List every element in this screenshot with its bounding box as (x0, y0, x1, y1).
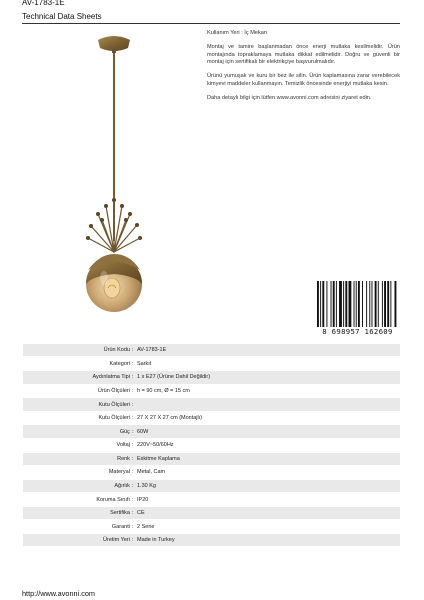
spec-value: CE (137, 510, 145, 517)
spec-label: Güç : (119, 428, 133, 435)
usage-location: Kullanım Yeri : İç Mekan (207, 30, 268, 36)
spec-row (23, 453, 400, 465)
document-title: Technical Data Sheets (22, 12, 102, 21)
spec-row (23, 385, 400, 397)
spec-row (23, 398, 400, 410)
footer-url[interactable]: http://www.avonni.com (22, 589, 96, 598)
spec-label: Materyal : (108, 469, 133, 476)
spec-value: Made in Turkey (137, 537, 175, 544)
spec-value: 60W (137, 428, 149, 435)
spec-row (23, 493, 400, 505)
spec-row (23, 466, 400, 478)
spec-value: 27 X 27 X 27 cm (Montajlı) (137, 415, 203, 422)
spec-row (23, 534, 400, 546)
installation-warning: Montaj ve tamire başlanmadan önce enerji mutlaka kesilmelidir. Ürün montajında topraklamaya mutlaka dikkat edilmelidir. Doğru ve güvenli bir montaj için sertifikalı bir elektrikçiye başvurulmalıdır. (207, 44, 400, 66)
spec-label: Üretim Yeri : (103, 537, 133, 544)
spec-value: AV-1783-1E (137, 347, 167, 354)
spec-row (23, 425, 400, 437)
spec-table (23, 344, 400, 548)
spec-label: Aydınlatma Tipi : (92, 374, 133, 381)
spec-value: 2 Sene (137, 523, 155, 530)
spec-value: IP20 (137, 496, 149, 503)
website-note: Daha detaylı bilgi için lütfen www.avonni.com adresini ziyaret edin. (207, 95, 372, 102)
spec-label: Renk : (117, 455, 133, 462)
spec-value: 1.30 Kg (137, 482, 156, 489)
pendant-lamp-illustration (60, 30, 180, 320)
spec-row (23, 521, 400, 533)
spec-label: Ürün Kodu : (103, 347, 133, 354)
spec-label: Kutu Ölçüleri : (98, 415, 133, 422)
spec-row (23, 412, 400, 424)
spec-value: Metal, Cam (137, 469, 166, 476)
spec-label: Voltaj : (116, 442, 133, 449)
barcode-number: 8 698957 162609 (322, 327, 393, 336)
spec-row (23, 358, 400, 370)
spec-label: Kategori : (109, 360, 133, 367)
spec-row (23, 480, 400, 492)
info-text-block (207, 30, 400, 109)
spec-label: Ağırlık : (114, 482, 133, 489)
spec-row (23, 507, 400, 519)
spec-value: 1 x E27 (Ürüne Dahil Değildir) (137, 374, 211, 381)
spec-value: Eskitme Kaplama (137, 455, 180, 462)
spec-row (23, 439, 400, 451)
spec-row (23, 344, 400, 356)
spec-label: Ürün Ölçüleri : (97, 387, 133, 394)
spec-label: Sertifika : (110, 510, 133, 517)
spec-value: 220V~50/60Hz (137, 442, 174, 449)
product-image (60, 30, 180, 320)
spec-value: h = 90 cm, Ø = 15 cm (137, 387, 190, 394)
spec-row (23, 371, 400, 383)
barcode (315, 281, 400, 339)
header-divider (22, 23, 400, 24)
spec-label: Kutu Ölçüleri : (98, 401, 133, 408)
barcode-bars (315, 281, 400, 327)
spec-label: Koruma Sınıfı : (96, 496, 133, 503)
spec-value: Sarkıt (137, 360, 152, 367)
spec-label: Garanti : (111, 523, 133, 530)
cleaning-instructions: Ürünü yumuşak ve kuru bir bez ile silin. Ürün kaplamasına zarar verebilecek kimyevi maddeler kullanmayın. Temizlik öncesinde enerjiyi mutlaka kesin. (207, 73, 400, 87)
product-code-header: AV-1783-1E (22, 0, 65, 7)
